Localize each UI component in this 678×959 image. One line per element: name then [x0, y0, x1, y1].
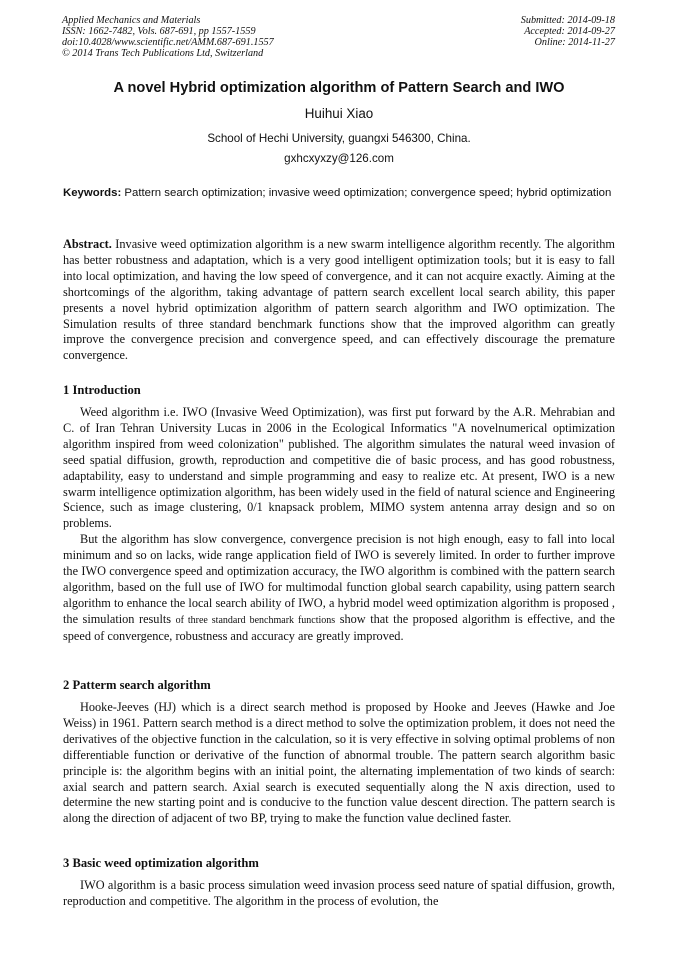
abstract-label: Abstract. [63, 237, 112, 251]
author-email: gxhcxyxzy@126.com [284, 152, 394, 165]
intro-paragraph-1: Weed algorithm i.e. IWO (Invasive Weed Optimization), was first put forward by the A.R. Mehrabian and C. of Iran Tehran University Lucas in 2006 in the Ecological Informatics "A novelnumerical optimization algorithm inspired from weed colonization" published. The algorithm simulates the natural weed invasion of seed spatial diffusion, growth, reproduction and competitive die of basic process, and has good robustness, adaptability, easy to understand and simple programming and easy to realize etc. At present, IWO is a new swarm intelligence optimization algorithm, has been widely used in the field of natural science and Engineering Science, such as image clustering, 0/1 knapsack problem, MIMO system antenna array design and so on problems. [63, 405, 615, 531]
pattern-search-paragraph: Hooke-Jeeves (HJ) which is a direct search method is proposed by Hooke and Jeeves (Hawke and Joe Weiss) in 1961. Pattern search method is a direct method to solve the optimization problem, it does not need the derivatives of the objective function in the calculation, so it is very effective in solving optimal problems of non differentiable function or derivative of the function of abnormal trouble. The pattern search algorithm basic principle is: the algorithm begins with an initial point, the alternating implementation of two kinds of search: axial search and pattern search. Axial search is executed sequentially along the N axis direction, used to determine the new starting point and is conducive to the function value descent direction. The pattern search is along the direction of adjacent of two BP, trying to make the function value declined faster. [63, 700, 615, 826]
journal-header [62, 15, 274, 59]
copyright-line: © 2014 Trans Tech Publications Ltd, Switzerland [62, 48, 264, 59]
section-heading-pattern-search: 2 Patterm search algorithm [63, 678, 211, 692]
weed-optimization-paragraph: IWO algorithm is a basic process simulation weed invasion process seed nature of spatial diffusion, growth, reproduction and competitive. The algorithm in the process of evolution, the [63, 878, 615, 908]
journal-name: Applied Mechanics and Materials [62, 15, 201, 26]
section-weed-optimization [63, 878, 615, 910]
submitted-date: Submitted: 2014-09-18 [520, 15, 615, 26]
section-heading-introduction: 1 Introduction [63, 383, 141, 397]
keywords-label: Keywords: [63, 187, 122, 199]
intro-paragraph-2 [63, 532, 615, 644]
affiliation: School of Hechi University, guangxi 546300, China. [207, 132, 471, 145]
accepted-date: Accepted: 2014-09-27 [524, 26, 615, 37]
intro-p2-text-a: But the algorithm has slow convergence, convergence precision is not high enough, easy to fall into local minimum and so on lacks, wide range application field of IWO is severely limited. In order to further improve the IWO convergence speed and optimization accuracy, the IWO algorithm is combined with the pattern search algorithm, based on the full use of IWO for multimodal function global search capability, using pattern search algorithm to enhance the local search ability of IWO, a hybrid model weed optimization algorithm is proposed , the simulation results [63, 532, 615, 626]
issn-line: ISSN: 1662-7482, Vols. 687-691, pp 1557-1559 [62, 26, 256, 37]
abstract-text: Invasive weed optimization algorithm is a new swarm intelligence algorithm recently. The algorithm has better robustness and adaptation, which is a very good intelligent optimization tools; but it is easy to fall into local optimization, and having the low speed of convergence, and it can not acquire exactly. Aiming at the shortcomings of the algorithm, taking advantage of pattern search excellent local search ability, this paper presents a novel hybrid optimization algorithm of pattern search algorithm and IWO optimization. The Simulation results of three standard benchmark functions show that the improved algorithm can greatly improve the convergence precision and convergence speed, and can effectively discourage the premature convergence. [63, 237, 615, 363]
author-name: Huihui Xiao [304, 106, 374, 121]
paper-title: A novel Hybrid optimization algorithm of Pattern Search and IWO [113, 80, 565, 96]
abstract [63, 237, 615, 364]
section-pattern-search [63, 700, 615, 827]
doi-line: doi:10.4028/www.scientific.net/AMM.687-691.1557 [62, 37, 274, 48]
dates-header [521, 15, 615, 48]
keywords-text: Pattern search optimization; invasive weed optimization; convergence speed; hybrid optimization [121, 187, 612, 199]
section-heading-weed-optimization: 3 Basic weed optimization algorithm [63, 856, 259, 870]
section-introduction [63, 405, 615, 645]
online-date: Online: 2014-11-27 [534, 37, 615, 48]
keywords [63, 186, 615, 201]
intro-p2-text-b: of three standard benchmark functions [175, 614, 336, 626]
intro-p2-text-c: show that the proposed algorithm is effective, and the speed of convergence, robustness and accuracy are greatly improved. [63, 611, 615, 643]
